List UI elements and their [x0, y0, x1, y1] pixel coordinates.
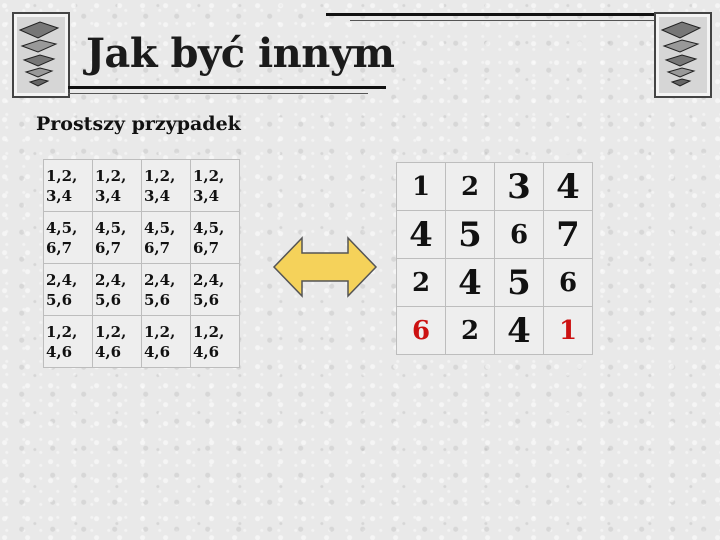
- grid-cell: [191, 264, 240, 316]
- grid-cell: [44, 160, 93, 212]
- grid-cell: 4: [446, 259, 495, 307]
- cell-line: 2,4,: [193, 270, 225, 289]
- grid-cell: 6: [495, 211, 544, 259]
- top-rule: [326, 13, 654, 16]
- grid-cell: 4: [495, 307, 544, 355]
- cell-line: 1,2,: [95, 322, 127, 341]
- grid-cell: [44, 316, 93, 368]
- cell-line: 2,4,: [95, 270, 127, 289]
- cell-line: 1,2,: [193, 322, 225, 341]
- cell-line: 3,4: [95, 186, 122, 205]
- grid-cell: 6: [397, 307, 446, 355]
- cell-line: 4,5,: [46, 218, 78, 237]
- cell-line: 1,2,: [144, 322, 176, 341]
- cell-line: 5,6: [46, 290, 73, 309]
- cell-line: 1,2,: [46, 166, 78, 185]
- grid-cell: 4: [397, 211, 446, 259]
- grid-cell: [142, 212, 191, 264]
- grid-cell: 5: [446, 211, 495, 259]
- grid-cell: 2: [446, 307, 495, 355]
- grid-row: [397, 163, 593, 211]
- stacked-sheets-icon: [12, 12, 70, 98]
- grid-row: [397, 259, 593, 307]
- cell-line: 6,7: [46, 238, 73, 257]
- cell-line: 6,7: [144, 238, 171, 257]
- double-arrow-icon: [272, 236, 378, 298]
- cell-line: 4,6: [144, 342, 171, 361]
- grid-cell: [142, 160, 191, 212]
- cell-line: 4,5,: [95, 218, 127, 237]
- grid-cell: [93, 212, 142, 264]
- grid-cell: [44, 212, 93, 264]
- cell-line: 4,6: [95, 342, 122, 361]
- grid-cell: [93, 264, 142, 316]
- cell-line: 4,5,: [144, 218, 176, 237]
- subtitle: Prostszy przypadek: [36, 113, 241, 135]
- grid-row: [44, 316, 240, 368]
- grid-cell: [93, 160, 142, 212]
- possibilities-grid: [43, 159, 240, 368]
- page-title: Jak być innym: [86, 30, 395, 77]
- grid-cell: 1: [397, 163, 446, 211]
- top-rule-thin: [350, 20, 654, 21]
- grid-cell: 7: [544, 211, 593, 259]
- grid-cell: [191, 316, 240, 368]
- cell-line: 3,4: [193, 186, 220, 205]
- cell-line: 3,4: [144, 186, 171, 205]
- title-underline-thin: [68, 93, 368, 94]
- number-grid: [396, 162, 593, 355]
- grid-row: [397, 211, 593, 259]
- grid-cell: [142, 264, 191, 316]
- cell-line: 1,2,: [144, 166, 176, 185]
- cell-line: 4,6: [193, 342, 220, 361]
- cell-line: 1,2,: [95, 166, 127, 185]
- grid-row: [44, 264, 240, 316]
- grid-cell: [142, 316, 191, 368]
- cell-line: 2,4,: [46, 270, 78, 289]
- cell-line: 5,6: [95, 290, 122, 309]
- cell-line: 1,2,: [46, 322, 78, 341]
- cell-line: 3,4: [46, 186, 73, 205]
- grid-cell: 6: [544, 259, 593, 307]
- cell-line: 2,4,: [144, 270, 176, 289]
- cell-line: 4,5,: [193, 218, 225, 237]
- grid-cell: 1: [544, 307, 593, 355]
- grid-cell: [191, 160, 240, 212]
- stacked-sheets-icon: [654, 12, 712, 98]
- cell-line: 6,7: [193, 238, 220, 257]
- grid-cell: [44, 264, 93, 316]
- cell-line: 6,7: [95, 238, 122, 257]
- grid-cell: [93, 316, 142, 368]
- grid-cell: 2: [446, 163, 495, 211]
- grid-cell: 3: [495, 163, 544, 211]
- cell-line: 5,6: [144, 290, 171, 309]
- title-underline: [68, 86, 386, 89]
- grid-row: [44, 160, 240, 212]
- grid-row: [44, 212, 240, 264]
- grid-row: [397, 307, 593, 355]
- grid-cell: 4: [544, 163, 593, 211]
- cell-line: 5,6: [193, 290, 220, 309]
- grid-cell: 2: [397, 259, 446, 307]
- cell-line: 1,2,: [193, 166, 225, 185]
- grid-cell: 5: [495, 259, 544, 307]
- cell-line: 4,6: [46, 342, 73, 361]
- grid-cell: [191, 212, 240, 264]
